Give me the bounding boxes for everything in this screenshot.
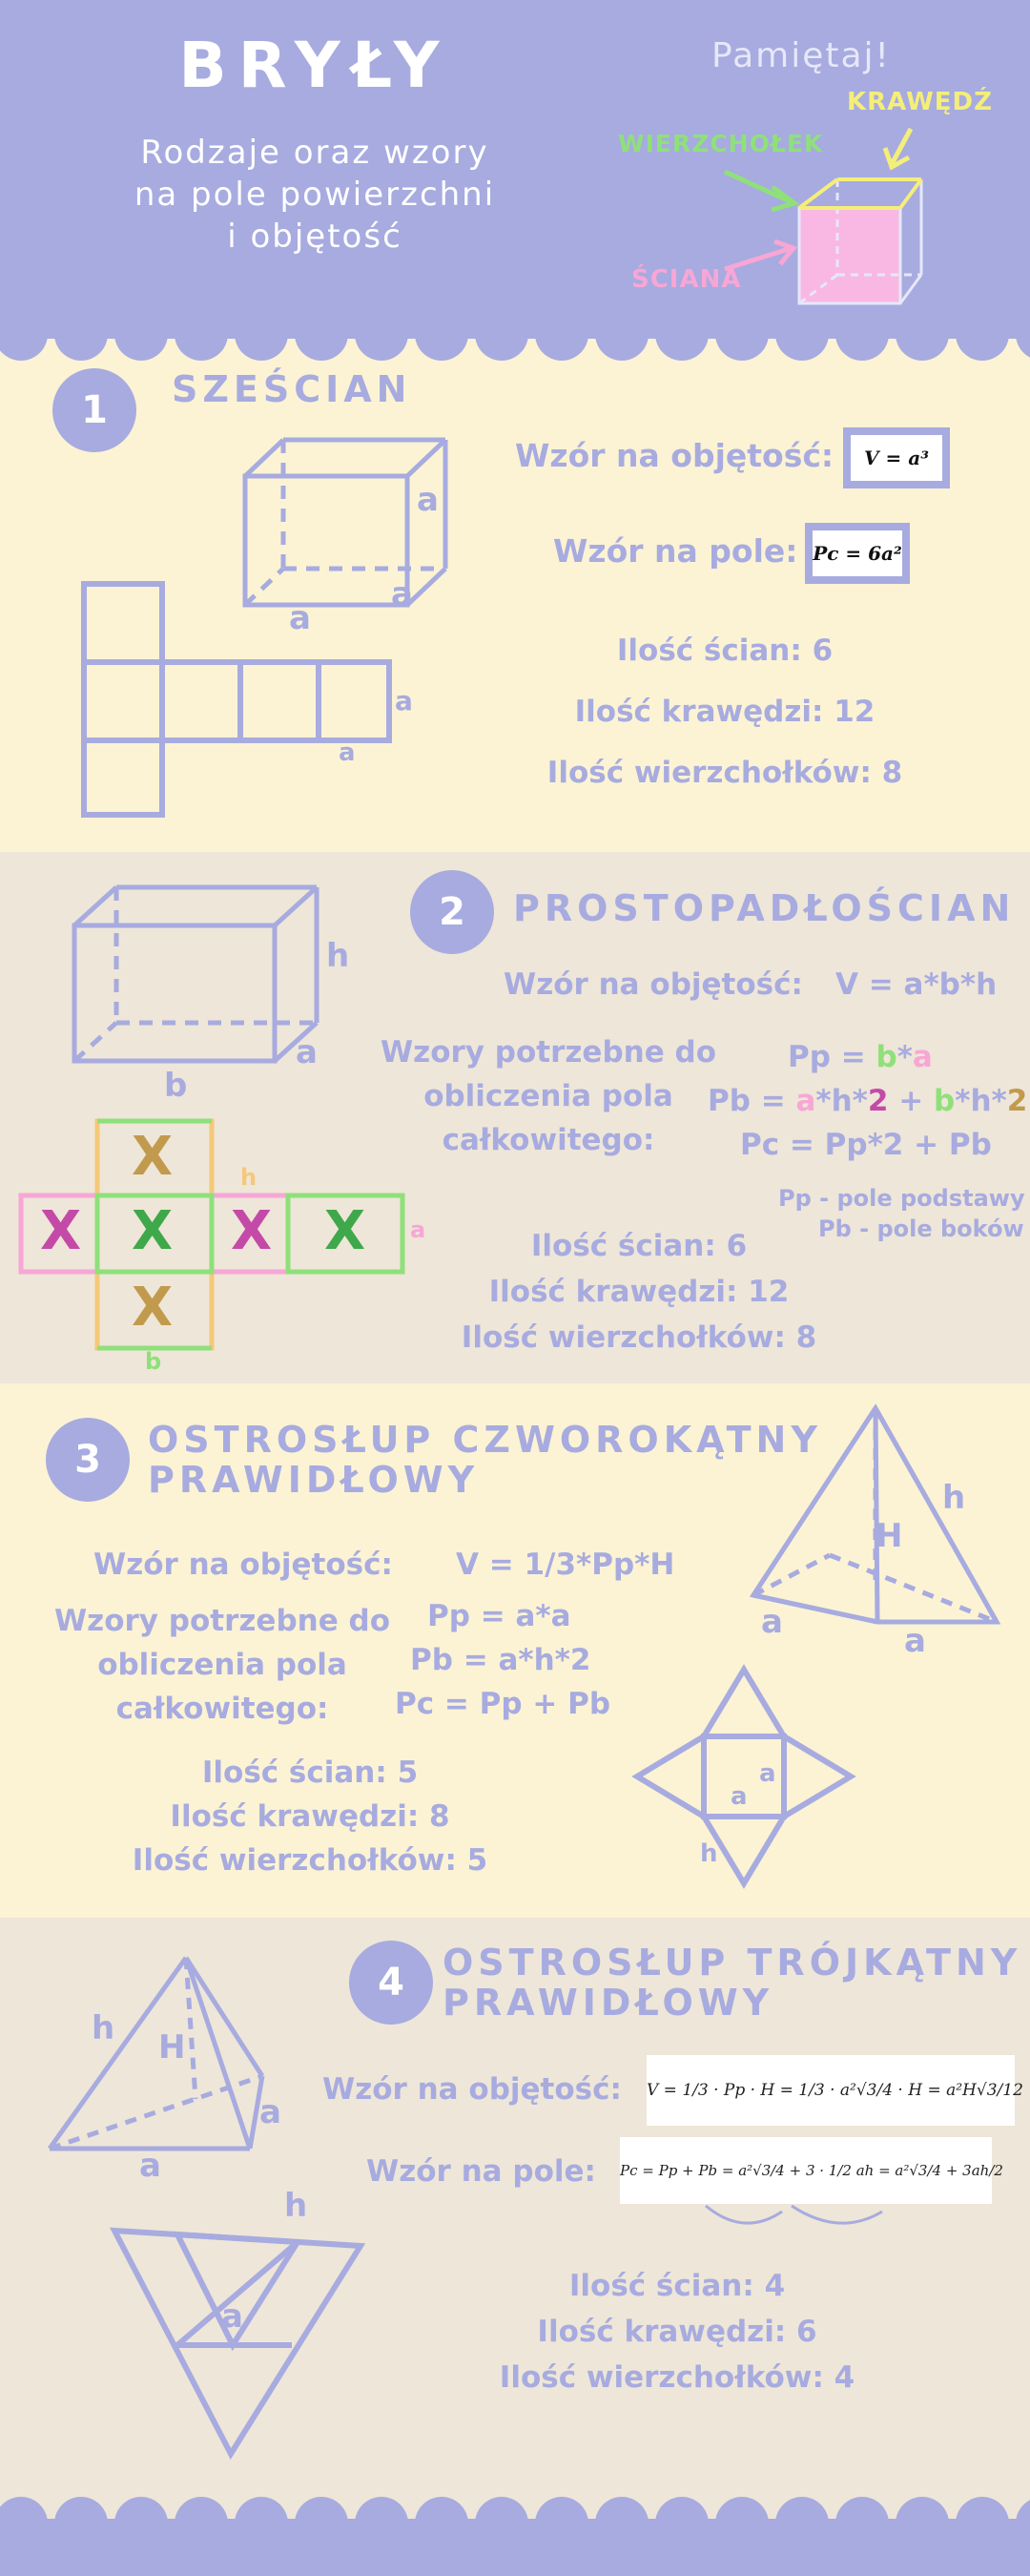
square-pyramid-faces: Ilość ścian: 5	[201, 1755, 419, 1790]
net-label-a: a	[339, 738, 356, 767]
square-pyramid-pp-formula: Pp = a*a	[427, 1599, 571, 1633]
net-label-a: a	[759, 1759, 776, 1788]
net-face-mark: X	[324, 1200, 366, 1262]
cuboid-label-b: b	[164, 1067, 188, 1105]
net-label-a: a	[410, 1216, 426, 1243]
triangular-pyramid-volume-label: Wzór na objętość:	[322, 2072, 622, 2107]
cube-label-a: a	[417, 481, 439, 519]
triangular-pyramid-volume-formula: V = 1/3 · Pp · H = 1/3 · a²√3/4 · H = a²H√3/12	[647, 2055, 1015, 2126]
square-pyramid-pc-formula: Pc = Pp + Pb	[395, 1687, 611, 1721]
formula-var-a: a	[912, 1040, 933, 1074]
tri-pyramid-label-h: h	[92, 2009, 115, 2047]
section-number-4: 4	[349, 1941, 433, 2025]
cuboid-faces: Ilość ścian: 6	[530, 1229, 748, 1263]
square-pyramid-volume-formula: V = 1/3*Pp*H	[456, 1548, 675, 1582]
net-label-h: h	[240, 1164, 258, 1191]
legend-pp: Pp - pole podstawy	[778, 1185, 1025, 1212]
needed-line: Wzory potrzebne do	[380, 1035, 717, 1070]
formula-var-a: a	[795, 1084, 816, 1118]
triangular-pyramid-area-formula: Pc = Pp + Pb = a²√3/4 + 3 · 1/2 ah = a²√3/4 + 3ah/2	[620, 2137, 992, 2204]
page-title: BRYŁY	[178, 29, 451, 102]
tri-net-label-a: a	[221, 2297, 243, 2336]
square-pyramid-pb-formula: Pb = a*h*2	[410, 1643, 591, 1677]
pyramid-label-H: H	[876, 1517, 903, 1555]
net-face-mark: X	[231, 1200, 273, 1262]
title-line: OSTROSŁUP TRÓJKĄTNY	[443, 1942, 1022, 1984]
formula-var-b: b	[934, 1084, 956, 1118]
formula-num: 2	[1006, 1084, 1028, 1118]
face-label: ŚCIANA	[631, 265, 742, 294]
formula-text: *h*	[815, 1084, 868, 1118]
triangular-pyramid-net	[114, 2231, 360, 2454]
formula-text: *h*	[955, 1084, 1007, 1118]
tri-pyramid-label-a: a	[259, 2093, 281, 2131]
tri-pyramid-label-H: H	[158, 2028, 186, 2067]
triangular-pyramid-faces: Ilość ścian: 4	[568, 2269, 786, 2303]
cube-faces: Ilość ścian: 6	[616, 634, 834, 668]
net-face-mark: X	[132, 1277, 174, 1339]
tri-pyramid-label-a: a	[139, 2147, 161, 2185]
section-number-3: 3	[46, 1418, 130, 1502]
formula-text: Pp =	[788, 1040, 876, 1074]
triangular-pyramid-edges: Ilość krawędzi: 6	[537, 2315, 817, 2349]
needed-line: Wzory potrzebne do	[53, 1604, 391, 1638]
section-title-cube: SZEŚCIAN	[172, 368, 412, 410]
section-number-2: 2	[410, 870, 494, 954]
cube-volume-formula: V = a³	[843, 427, 950, 488]
subtitle-line: Rodzaje oraz wzory	[140, 134, 489, 172]
cuboid-vertices: Ilość wierzchołków: 8	[461, 1320, 817, 1355]
cuboid-edges: Ilość krawędzi: 12	[488, 1275, 790, 1309]
subtitle-line: na pole powierzchni	[134, 176, 496, 214]
formula-text: *	[896, 1040, 913, 1074]
legend-pb: Pb - pole boków	[818, 1215, 1024, 1242]
net-label-a: a	[731, 1782, 748, 1811]
needed-line: obliczenia pola	[97, 1648, 347, 1682]
subtitle-line: i objętość	[227, 218, 402, 256]
cuboid-pc-formula: Pc = Pp*2 + Pb	[740, 1128, 992, 1162]
needed-line: całkowitego:	[115, 1692, 329, 1726]
cuboid-volume-label: Wzór na objętość:	[504, 967, 803, 1002]
net-label-h: h	[700, 1839, 718, 1868]
pyramid-label-a: a	[761, 1603, 783, 1641]
pyramid-label-a: a	[904, 1622, 926, 1660]
triangular-pyramid-vertices: Ilość wierzchołków: 4	[499, 2360, 855, 2395]
cube-edges: Ilość krawędzi: 12	[574, 695, 876, 729]
needed-line: całkowitego:	[442, 1123, 655, 1157]
formula-text: Pb =	[708, 1084, 796, 1118]
cube-volume-label: Wzór na objętość:	[515, 437, 834, 474]
net-face-mark: X	[132, 1126, 174, 1188]
cube-label-a: a	[289, 599, 311, 637]
tri-net-label-h: h	[284, 2187, 308, 2225]
square-pyramid-volume-label: Wzór na objętość:	[93, 1548, 393, 1582]
title-line: OSTROSŁUP CZWOROKĄTNY	[148, 1419, 822, 1461]
needed-line: obliczenia pola	[423, 1079, 673, 1113]
net-face-mark: X	[132, 1200, 174, 1262]
cube-vertices: Ilość wierzchołków: 8	[546, 756, 903, 790]
cube-label-a: a	[391, 575, 413, 613]
section-number-1: 1	[52, 368, 136, 452]
cuboid-volume-formula: V = a*b*h	[835, 967, 998, 1002]
edge-label: KRAWĘDŹ	[847, 88, 993, 116]
section-title-cuboid: PROSTOPADŁOŚCIAN	[513, 887, 1016, 929]
vertex-label: WIERZCHOŁEK	[618, 130, 824, 157]
remember-heading: Pamiętaj!	[711, 36, 891, 75]
formula-num: 2	[867, 1084, 889, 1118]
cube-area-formula: Pc = 6a²	[805, 523, 910, 584]
net-label-b: b	[145, 1348, 162, 1375]
cube-area-label: Wzór na pole:	[553, 532, 798, 570]
title-line: PRAWIDŁOWY	[148, 1459, 480, 1501]
formula-arrows	[706, 2206, 882, 2223]
cuboid-label-h: h	[326, 937, 350, 975]
cuboid-label-a: a	[296, 1033, 318, 1071]
triangular-pyramid-area-label: Wzór na pole:	[366, 2154, 596, 2189]
net-label-a: a	[395, 685, 413, 717]
square-pyramid-edges: Ilość krawędzi: 8	[170, 1799, 450, 1834]
pyramid-label-h: h	[942, 1479, 966, 1517]
net-face-mark: X	[40, 1200, 82, 1262]
formula-text: +	[888, 1084, 935, 1118]
title-line: PRAWIDŁOWY	[443, 1982, 774, 2024]
square-pyramid-vertices: Ilość wierzchołków: 5	[132, 1843, 488, 1878]
formula-var-b: b	[876, 1040, 897, 1074]
